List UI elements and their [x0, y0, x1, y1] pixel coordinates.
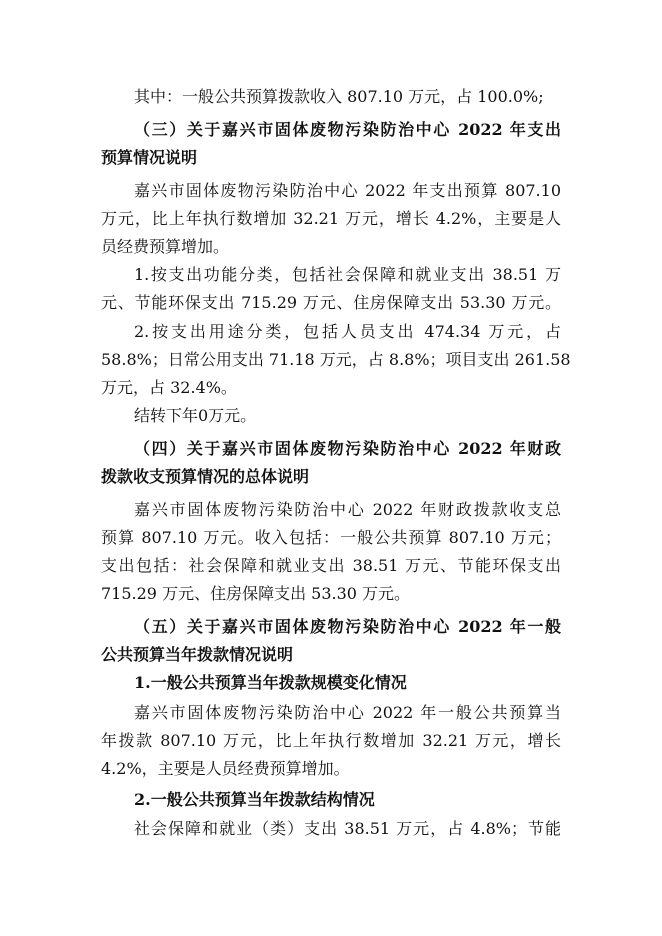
- paragraph-line: 结转下年0万元。: [134, 406, 257, 425]
- paragraph-line: 嘉兴市固体废物污染防治中心 2022 年支出预算 807.10: [134, 181, 561, 200]
- subheading-2: 2.一般公共预算当年拨款结构情况: [134, 790, 375, 809]
- section-4-heading: （四）关于嘉兴市固体废物污染防治中心 2022 年财政: [134, 439, 561, 458]
- paragraph-line: 万元，比上年执行数增加 32.21 万元，增长 4.2%，主要是人: [101, 209, 561, 228]
- paragraph-line: 1.按支出功能分类，包括社会保障和就业支出 38.51 万: [134, 265, 561, 284]
- paragraph-line: 员经费预算增加。: [101, 237, 230, 256]
- paragraph-line: 4.2%，主要是人员经费预算增加。: [101, 759, 350, 778]
- subheading-1: 1.一般公共预算当年拨款规模变化情况: [134, 673, 407, 692]
- paragraph-line: 元、节能环保支出 715.29 万元、住房保障支出 53.30 万元。: [101, 293, 561, 312]
- paragraph-line: 嘉兴市固体废物污染防治中心 2022 年一般公共预算当: [134, 703, 561, 722]
- paragraph-line: 年拨款 807.10 万元，比上年执行数增加 32.21 万元，增长: [101, 731, 561, 750]
- section-4-heading-cont: 拨款收支预算情况的总体说明: [101, 467, 310, 486]
- section-3-heading-cont: 预算情况说明: [101, 148, 198, 167]
- paragraph-line: 社会保障和就业（类）支出 38.51 万元，占 4.8%；节能: [134, 819, 561, 838]
- section-5-heading: （五）关于嘉兴市固体废物污染防治中心 2022 年一般: [134, 617, 561, 636]
- paragraph-line: 58.8%；日常公用支出 71.18 万元，占 8.8%；项目支出 261.58: [101, 350, 571, 369]
- paragraph-line: 万元，占 32.4%。: [101, 378, 237, 397]
- paragraph-line: 预算 807.10 万元。收入包括：一般公共预算 807.10 万元；: [101, 528, 561, 547]
- section-3-heading: （三）关于嘉兴市固体废物污染防治中心 2022 年支出: [134, 120, 561, 139]
- income-note: 其中：一般公共预算拨款收入 807.10 万元，占 100.0%;: [134, 87, 544, 106]
- paragraph-line: 2.按支出用途分类，包括人员支出 474.34 万元，占: [134, 322, 561, 341]
- paragraph-line: 嘉兴市固体废物污染防治中心 2022 年财政拨款收支总: [134, 500, 561, 519]
- paragraph-line: 支出包括：社会保障和就业支出 38.51 万元、节能环保支出: [101, 556, 561, 575]
- paragraph-line: 715.29 万元、住房保障支出 53.30 万元。: [101, 584, 411, 603]
- section-5-heading-cont: 公共预算当年拨款情况说明: [101, 645, 294, 664]
